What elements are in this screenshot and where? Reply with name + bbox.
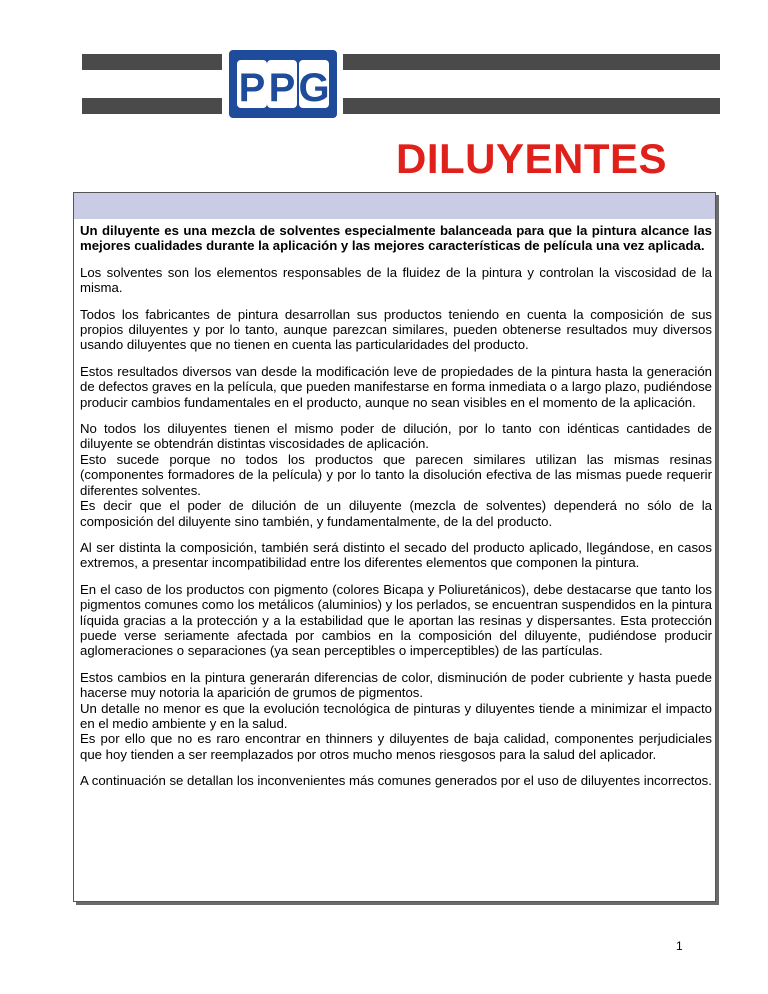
- paragraph-line: Al ser distinta la composición, también será distinto el secado del producto aplicado, llegándose, en casos extremos, a presentar incompatibilidad entre los diferentes elementos que componen la pintura.: [80, 539, 712, 571]
- paragraph-line: En el caso de los productos con pigmento (colores Bicapa y Poliuretánicos), debe destacarse que tanto los pigmentos comunes como los metálicos (aluminios) y los perlados, se encuentran suspendidos en la pintura líquida gracias a la protección y a la estabilidad que le aportan las resinas y dispersantes. Esta protección puede verse seriamente afectada por cambios en la composición del diluyente, pudiéndose producir aglomeraciones o separaciones (ya sean perceptibles o imperceptibles) de las partículas.: [80, 581, 712, 659]
- paragraph-line: Un diluyente es una mezcla de solventes especialmente balanceada para que la pintura alcance las mejores cualidades durante la aplicación y las mejores características de película una vez aplicada.: [80, 223, 712, 254]
- header-bar-left-bottom: [82, 98, 222, 114]
- paragraph: [80, 670, 712, 762]
- logo-letter-p1: P: [238, 66, 266, 110]
- paragraph: [80, 773, 712, 788]
- paragraph: [80, 307, 712, 353]
- page-number: 1: [676, 939, 683, 953]
- paragraph: [80, 223, 712, 254]
- header-bar-right-bottom: [343, 98, 720, 114]
- paragraph-line: Es por ello que no es raro encontrar en thinners y diluyentes de baja calidad, componentes perjudiciales que hoy tienden a ser reemplazados por otros mucho menos riesgosos para la salud del aplicador.: [80, 731, 712, 762]
- paragraph: [80, 265, 712, 296]
- paragraph-line: Un detalle no menor es que la evolución tecnológica de pinturas y diluyentes tiende a minimizar el impacto en el medio ambiente y en la salud.: [80, 700, 712, 731]
- logo-letter-g: G: [298, 66, 330, 110]
- paragraph-line: Esto sucede porque no todos los productos que parecen similares utilizan las mismas resinas (componentes formadores de la película) y por lo tanto la disolución efectiva de las mismas puede requerir diferentes solventes.: [80, 451, 712, 498]
- paragraph-line: Es decir que el poder de dilución de un diluyente (mezcla de solventes) dependerá no sólo de la composición del diluyente sino también, y fundamentalmente, de la del producto.: [80, 498, 712, 529]
- paragraph: [80, 421, 712, 529]
- ppg-logo: [227, 48, 339, 120]
- paragraph-line: No todos los diluyentes tienen el mismo poder de dilución, por lo tanto con idénticas cantidades de diluyente se obtendrán distintas viscosidades de aplicación.: [80, 421, 712, 452]
- paragraph-line: A continuación se detallan los inconvenientes más comunes generados por el uso de diluyentes incorrectos.: [80, 773, 712, 789]
- paragraph: [80, 364, 712, 410]
- paragraph: [80, 582, 712, 659]
- header-bar-left-top: [82, 54, 222, 70]
- paragraph-line: Estos cambios en la pintura generarán diferencias de color, disminución de poder cubriente y hasta puede hacerse muy notoria la aparición de grumos de pigmentos.: [80, 669, 712, 701]
- paragraph-line: Los solventes son los elementos responsables de la fluidez de la pintura y controlan la viscosidad de la misma.: [80, 264, 712, 296]
- logo-letter-p2: P: [268, 66, 296, 110]
- header-bar-right-top: [343, 54, 720, 70]
- document-body: [80, 223, 712, 800]
- paragraph-line: Estos resultados diversos van desde la modificación leve de propiedades de la pintura hasta la generación de defectos graves en la película, que pueden manifestarse en forma inmediata o a largo plazo, pudiéndose producir cambios fundamentales en el producto, aunque no sean visibles en el momento de la aplicación.: [80, 363, 712, 410]
- paragraph-line: Todos los fabricantes de pintura desarrollan sus productos teniendo en cuenta la composición de sus propios diluyentes y por lo tanto, aunque parezcan similares, pueden obtenerse resultados muy diversos usando diluyentes que no tienen en cuenta las particularidades del producto.: [80, 306, 712, 353]
- paragraph: [80, 540, 712, 571]
- content-header-band: [74, 193, 715, 219]
- document-title: DILUYENTES: [396, 135, 668, 182]
- content-box: [73, 192, 716, 902]
